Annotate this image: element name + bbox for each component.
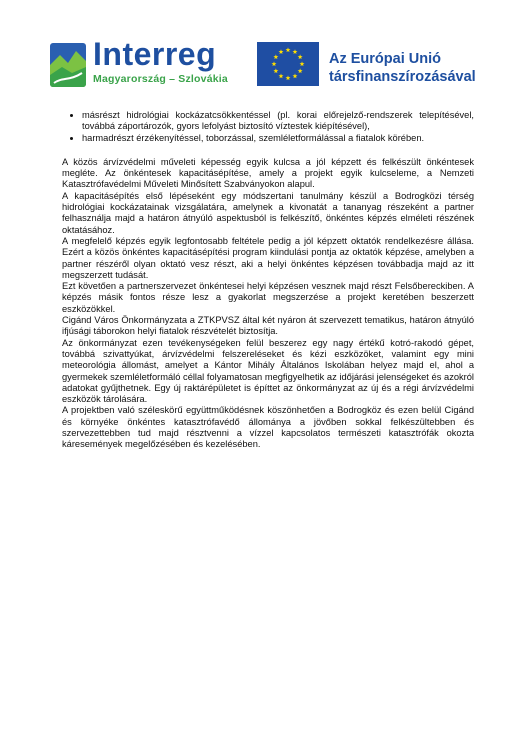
paragraph: Az önkormányzat ezen tevékenységeken felül beszerez egy nagy értékű kotró-rakodó gépet, továbbá szivattyúkat, árvízvédelmi felszereléseket és kézi eszközöket, valamint egy mini meteorológia állomást, amelyet a Kántor Mihály Általános Iskolában helyez majd el, ahol a gyermekek szemléletformáló céllal folyamatosan megfigyelhetik az időjárási jelenségeket és azokról adatokat gyűjthetnek. Egy új raktárépületet is építtet az önkormányzat az új és a régi árvízvédelmi eszközök tárolására. [62,337,474,405]
interreg-subtitle: Magyarország – Szlovákia [93,73,228,85]
bullet-item: • harmadrészt érzékenyítéssel, toborzással, szemléletformálással a fiatalok körében. [82,133,474,144]
paragraph: A megfelelő képzés egyik legfontosabb feltétele pedig a jól képzett oktatók rendelkezésre állása. Ezért a közös önkéntes kapacitásépítési program kiindulási pontja az oktatók képzése, amelyben a partner részéről olyan oktató vesz részt, aki a helyi önkéntes képzésen továbbadja majd az itt megszerzett tudását. [62,235,474,280]
paragraph: Cigánd Város Önkormányzata a ZTKPVSZ által két nyáron át szervezett tematikus, határon átnyúló ifjúsági táborokon helyi fiatalok részvételét biztosítja. [62,315,474,337]
document-body [62,110,474,451]
paragraph: A projektben való széleskörű együttműködésnek köszönhetően a Bodrogköz és ezen belül Cigánd és környéke önkéntes katasztrófavédő állománya a jövőben sokkal felkészültebben és szervezettebben tud majd résztvenni a vízzel kapcsolatos természeti katasztrófák okozta káresemények megelőzésében és kezelésében. [62,405,474,450]
eu-flag-icon [257,42,319,86]
interreg-title: Interreg [93,36,217,72]
paragraph: A kapacitásépítés első lépéseként egy módszertani tanulmány készül a Bodrogközi térség hidrológiai kockázatainak vizsgálatára, amelynek a kivonatát a tananyag részeként a partner felhasználja majd a határon átnyúló aspektusból is felkészítő, önkéntes képzés elméleti részének oktatásához. [62,190,474,235]
paragraph: Ezt követően a partnerszervezet önkéntesei helyi képzésen vesznek majd részt Felsőbereckiben. A képzés másik fontos része lesz a gyakorlat megszerzése a projekt keretében beszerzett eszközökkel. [62,281,474,314]
eu-cofinanced-line1: Az Európai Unió [329,51,441,67]
eu-cofinanced-line2: társfinanszírozásával [329,69,476,85]
paragraph: A közös árvízvédelmi műveleti képesség egyik kulcsa a jól képzett és felkészült önkéntesek megléte. Az önkéntesek kapacitásépítése, amely a projekt egyik kulcseleme, a Nemzeti Katasztrófavédelmi Műveleti Minősített Szabványokon alapul. [62,156,474,190]
bullet-list [62,110,474,144]
interreg-mountain-logo-icon [50,43,86,87]
page-header [0,0,522,100]
bullet-item: • másrészt hidrológiai kockázatcsökkentéssel (pl. korai előrejelző-rendszerek telepítésével, továbbá záportározók, gyors lefolyást biztosító víztestek kiépítésével), [82,110,474,133]
